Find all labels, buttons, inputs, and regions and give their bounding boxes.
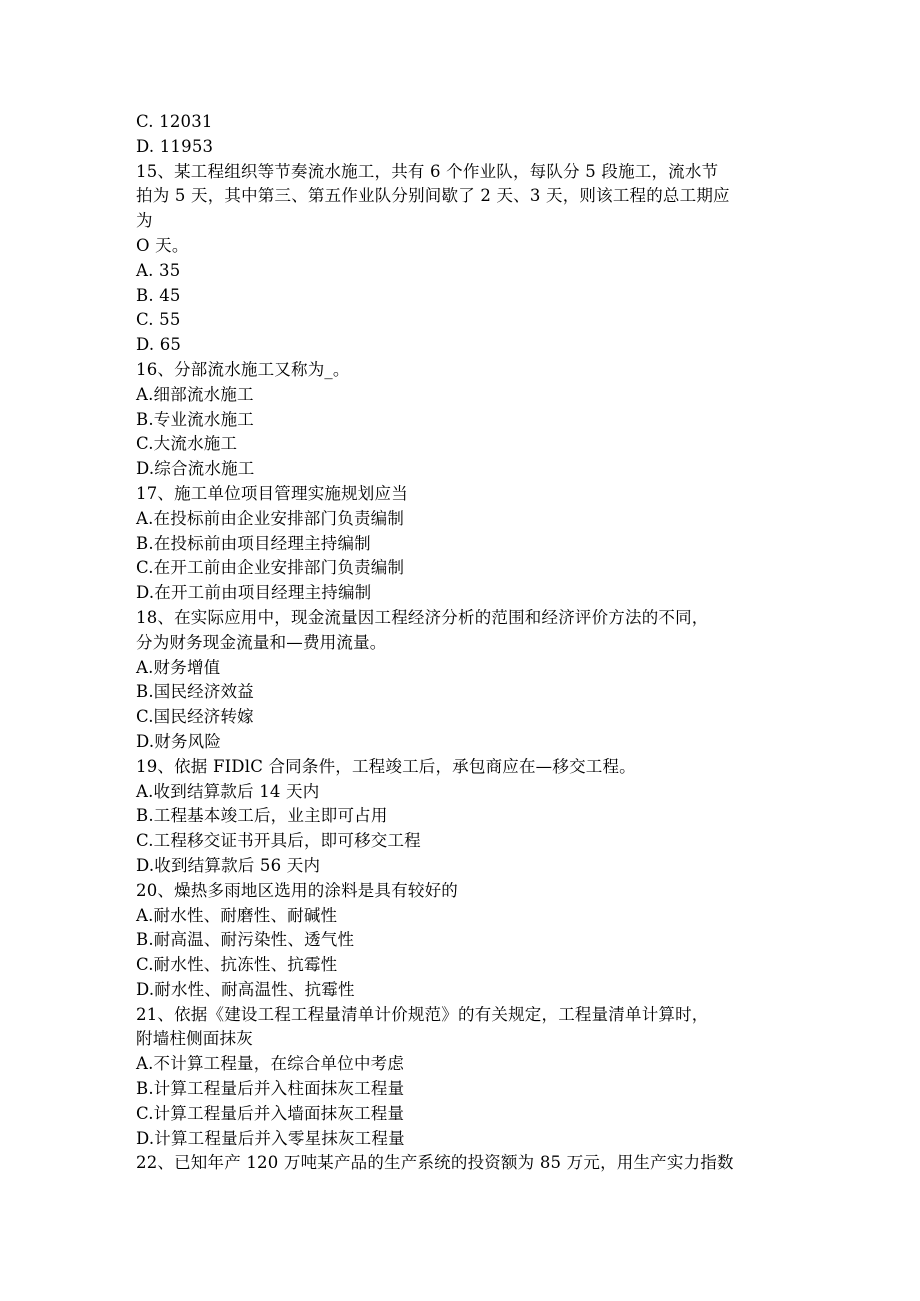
question-15-option-d: D. 65 [136, 335, 182, 355]
question-21-line-2: 附墙柱侧面抹灰 [136, 1029, 253, 1049]
question-15-line-4: O 天。 [136, 235, 189, 255]
question-16-option-c: C.大流水施工 [136, 434, 238, 454]
question-18-option-c: C.国民经济转嫁 [136, 707, 254, 727]
question-16-option-a: A.细部流水施工 [136, 384, 254, 404]
question-18-option-b: B.国民经济效益 [136, 682, 254, 702]
question-21-option-c: C.计算工程量后并入墙面抹灰工程量 [136, 1103, 405, 1123]
question-15-line-2: 拍为 5 天，其中第三、第五作业队分别间歇了 2 天、3 天，则该工程的总工期应 [136, 186, 730, 206]
question-19: 19、依据 FIDlC 合同条件，工程竣工后，承包商应在—移交工程。 [136, 756, 636, 776]
question-19-option-a: A.收到结算款后 14 天内 [136, 781, 320, 801]
question-15-option-a: A. 35 [136, 260, 181, 280]
question-17-option-d: D.在开工前由项目经理主持编制 [136, 583, 372, 603]
question-17-option-c: C.在开工前由企业安排部门负责编制 [136, 558, 405, 578]
option-d: D. 11953 [136, 136, 214, 156]
question-20-option-a: A.耐水性、耐磨性、耐碱性 [136, 905, 338, 925]
question-17: 17、施工单位项目管理实施规划应当 [136, 483, 408, 503]
question-21-line-1: 21、依据《建设工程工程量清单计价规范》的有关规定，工程量清单计算时， [136, 1004, 709, 1024]
question-19-option-b: B.工程基本竣工后，业主即可占用 [136, 806, 388, 826]
option-c: C. 12031 [136, 112, 213, 131]
question-15-option-c: C. 55 [136, 310, 181, 330]
question-18-option-a: A.财务增值 [136, 657, 221, 677]
question-21-option-a: A.不计算工程量，在综合单位中考虑 [136, 1054, 405, 1074]
question-19-option-c: C.工程移交证书开具后，即可移交工程 [136, 831, 421, 851]
document-body [136, 110, 786, 1176]
question-16-option-d: D.综合流水施工 [136, 459, 255, 479]
question-16: 16、分部流水施工又称为_。 [136, 359, 350, 379]
question-18-line-2: 分为财务现金流量和—费用流量。 [136, 632, 387, 652]
question-17-option-b: B.在投标前由项目经理主持编制 [136, 533, 371, 553]
question-20: 20、燥热多雨地区选用的涂料是具有较好的 [136, 880, 458, 900]
question-16-option-b: B.专业流水施工 [136, 409, 254, 429]
question-19-option-d: D.收到结算款后 56 天内 [136, 855, 321, 875]
question-20-option-d: D.耐水性、耐高温性、抗霉性 [136, 979, 355, 999]
question-21-option-b: B.计算工程量后并入柱面抹灰工程量 [136, 1079, 405, 1099]
question-15-option-b: B. 45 [136, 285, 181, 305]
question-18-line-1: 18、在实际应用中，现金流量因工程经济分析的范围和经济评价方法的不同， [136, 607, 709, 627]
question-15-line-3: 为 [136, 211, 153, 231]
question-17-option-a: A.在投标前由企业安排部门负责编制 [136, 508, 405, 528]
question-21-option-d: D.计算工程量后并入零星抹灰工程量 [136, 1128, 405, 1148]
question-22-line-1: 22、已知年产 120 万吨某产品的生产系统的投资额为 85 万元，用生产实力指数 [136, 1153, 734, 1173]
question-20-option-c: C.耐水性、抗冻性、抗霉性 [136, 955, 338, 975]
question-15-line-1: 15、某工程组织等节奏流水施工，共有 6 个作业队，每队分 5 段施工，流水节 [136, 161, 719, 181]
question-18-option-d: D.财务风险 [136, 731, 222, 751]
question-20-option-b: B.耐高温、耐污染性、透气性 [136, 930, 355, 950]
